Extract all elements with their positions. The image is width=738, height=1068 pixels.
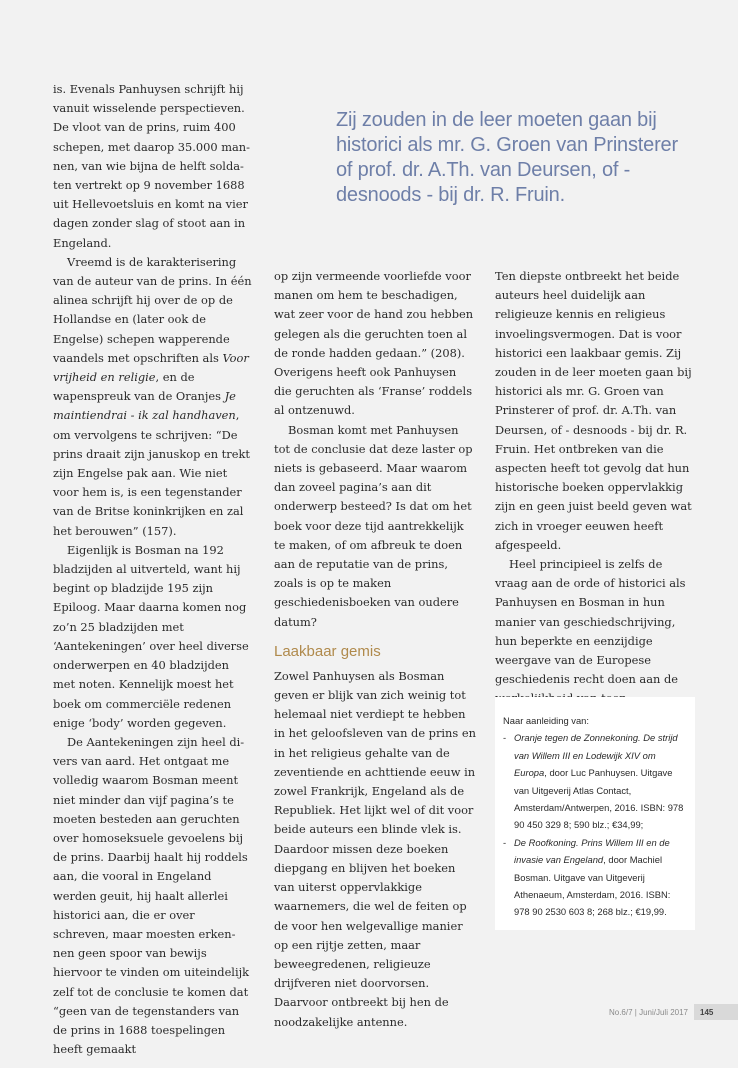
paragraph: Zowel Panhuysen als Bosman geven er blijk van zich weinig tot helemaal niet verdiept te hebben in het geloofsleven van de prins en in het religieus gehalte van de zeventiende en achttiende eeuw in zowel Frankrijk, Engeland als de Republiek. Het lijkt wel of dit voor beide auteurs een blinde vlek is. Daardoor missen deze boeken diepgang en blijven het boeken van uiterst oppervlakkige waarnemers, die wel de feiten op de voor hen welgevallige manier op een rijtje zetten, maar beweegredenen, religieuze drijfveren niet doorvorsen. Daarvoor ontbreekt bij hen de noodzakelijke antenne. bbox=[274, 668, 476, 1029]
book-reference-text bbox=[514, 729, 687, 833]
text-run: Vreemd is de karakterisering van de auteur van de prins. In één alinea schrijft hij over de op de Hollandse en (later ook de Engelse) schepen wapperende vaandels met opschriften als bbox=[53, 254, 252, 365]
paragraph: op zijn vermeende voorliefde voor manen om hem te beschadigen, wat zeer voor de hand zou hebben gelegen als die geruchten toen al de ronde hadden gedaan.” (208). Overigens heeft ook Panhuysen die geruchten als ‘Franse’ roddels al ontzenuwd. bbox=[274, 269, 474, 418]
paragraph: Heel principieel is zelfs de vraag aan de orde of historici als Panhuysen en Bosman in hun manier van geschiedschrijving, hun beperkte en eenzijdige weergave van de Europese geschiedenis recht doen aan de bbox=[495, 557, 686, 687]
book-title: Oranje tegen de Zonnekoning. De strijd van Willem III en Lodewijk XIV om Europa bbox=[514, 732, 678, 779]
paragraph: De Aantekeningen zijn heel divers van aard. Het ontgaat me volledig waarom Bosman meent niet minder dan vijf pagina’s te moeten besteden aan geruchten over homoseksuele gevoelens bij de prins. Daarbij haalt hij roddels aan, die vooral in Engeland werden geuit, hij haalt allerlei historici aan, die er over schreven, maar moesten erkennen geen spoor van bewijs hiervoor te vinden om uiteindelijk zelf tot de conclusie te komen dat “geen van de tegenstanders van de prins in 1688 toespelingen heeft gemaakt bbox=[53, 734, 250, 1057]
page-number: 145 bbox=[694, 1004, 738, 1020]
book-reference-item bbox=[503, 729, 687, 833]
paragraph: Eigenlijk is Bosman na 192 bladzijden al uitverteld, want hij begint op bladzijde 195 zijn Epiloog. Maar daarna komen nog zo’n 25 bladzijden met ‘Aantekeningen’ over heel diverse onderwerpen en 40 bladzijden met noten. Kennelijk moest het boek om commerciële redenen enige ‘body’ worden gegeven. bbox=[53, 542, 249, 730]
book-title: De Roofkoning. Prins Willem III en de invasie van Engeland bbox=[514, 836, 670, 866]
box-heading: Naar aanleiding van: bbox=[503, 715, 589, 726]
book-details: , door Luc Panhuysen. Uitgave van Uitgeverij Atlas Contact, Amsterdam/Antwerpen, 2016. ISBN: 978 90 450 329 8; 590 blz.; €34,99; bbox=[514, 767, 684, 831]
page-footer bbox=[609, 1004, 738, 1020]
page-body bbox=[0, 12, 738, 1056]
list-dash: - bbox=[503, 732, 507, 744]
text-run: , om vervolgens te schrijven: “De prins draait zijn januskop en trekt zijn Engelse pak aan. Wie niet voor hem is, is een tegenstander van de Britse koninkrijken en zal het berouwen” (157). bbox=[53, 408, 250, 538]
text-run: , en de wapenspreuk van de Oranjes bbox=[53, 370, 225, 404]
italic-text: Je maintiendrai - ik zal handhaven bbox=[53, 389, 236, 423]
section-heading: Laakbaar gemis bbox=[274, 642, 381, 660]
book-reference-text bbox=[514, 834, 687, 921]
paragraph: is. Evenals Panhuysen schrijft hij vanuit wisselende perspectieven. De vloot van de prins, ruim 400 schepen, met daarop 35.000 mannen, van wie bijna de helft soldaten vertrekt op 9 november 1688 uit Hellevoetsluis en komt na vier dagen zonder slag of stoot aan in Engeland. bbox=[53, 82, 251, 250]
paragraph bbox=[53, 253, 253, 541]
column-1 bbox=[53, 80, 253, 1059]
paragraph: Bosman komt met Panhuysen tot de conclusie dat deze laster op niets is gebaseerd. Maar waarom dan zoveel pagina’s aan dit onderwerp besteed? Is dat om het boek voor deze tijd aantrekkelijk te maken, of om afbreuk te doen aan de reputatie van de prins, zoals is op te maken geschiedenisboeken van oudere datum? bbox=[274, 422, 473, 629]
column-3 bbox=[495, 267, 695, 709]
book-details: , door Machiel Bosman. Uitgave van Uitgeverij Athenaeum, Amsterdam, 2016. ISBN: 978 90 2530 603 8; 268 blz.; €19,99. bbox=[514, 854, 671, 918]
list-dash: - bbox=[503, 836, 507, 848]
book-reference-item bbox=[503, 834, 687, 921]
pull-quote: Zij zouden in de leer moeten gaan bij historici als mr. G. Groen van Prinsterer of prof. dr. A.Th. van Deursen, of - desnoods - bij dr. R. Fruin. bbox=[336, 109, 678, 206]
book-reference-box bbox=[495, 697, 695, 930]
column-2 bbox=[274, 267, 476, 1032]
italic-text: Voor vrijheid en religie bbox=[53, 350, 249, 385]
paragraph: Ten diepste ontbreekt het beide auteurs heel duidelijk aan religieuze kennis en religieus invoelingsvermogen. Dat is voor historici een laakbaar gemis. Zij zouden in de leer moeten gaan bij historici als mr. G. Groen van Prinsterer of prof. dr. A.Th. van Deursen, of - desnoods - bij dr. R. Fruin. Het ontbreken van die aspecten heeft tot gevolg dat hun historische boeken oppervlakkig zijn en geen juist beeld geven wat zich in vroeger eeuwen heeft afgespeeld. bbox=[495, 269, 692, 552]
issue-label: No.6/7 | Juni/Juli 2017 bbox=[608, 1007, 688, 1017]
